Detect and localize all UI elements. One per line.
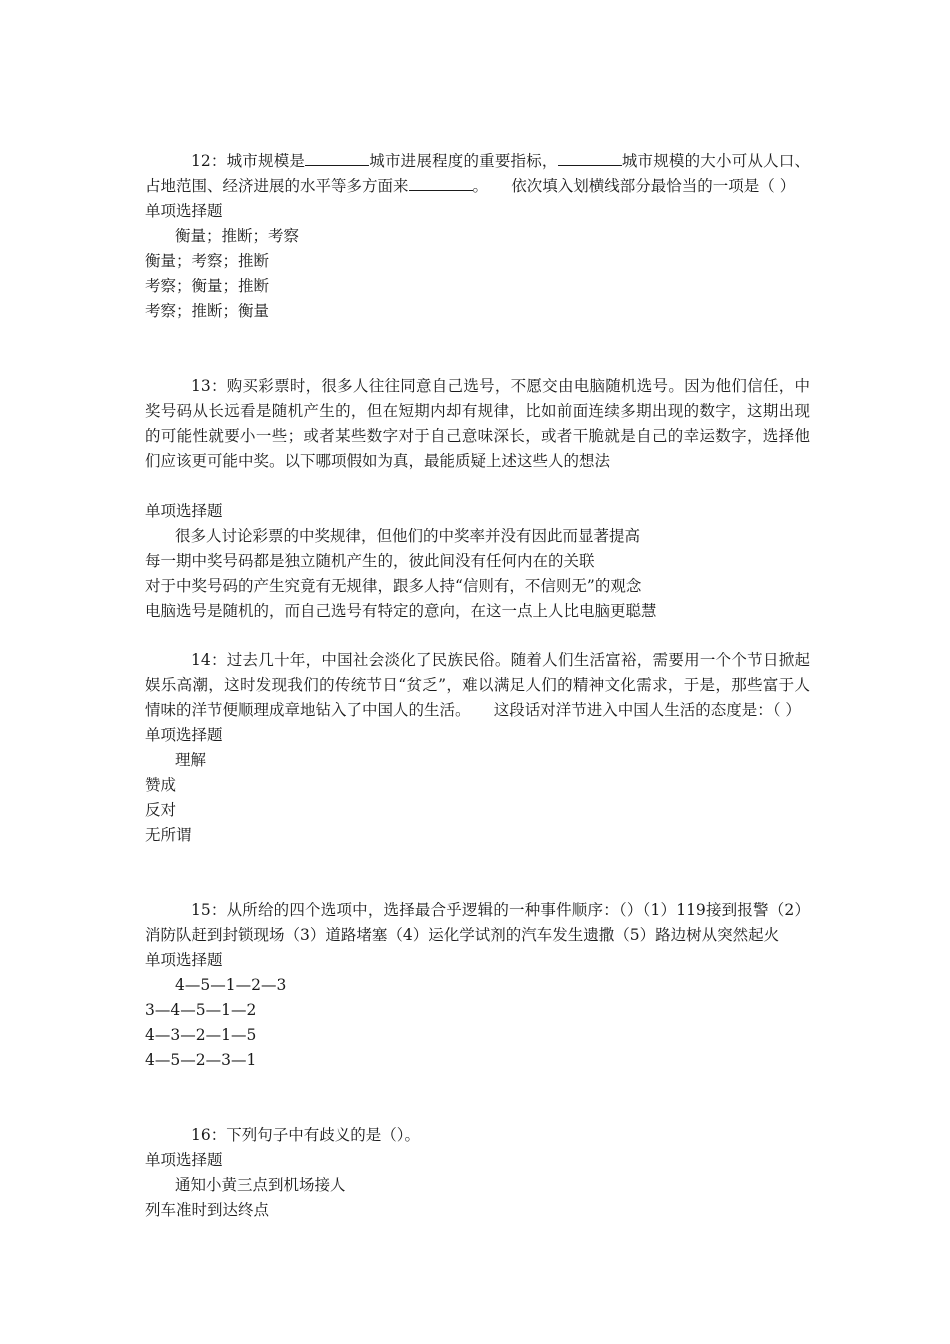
question-15 xyxy=(145,898,810,1073)
question-stem: 13：购买彩票时，很多人往往同意自己选号，不愿交由电脑随机选号。因为他们信任，中奖号码从长远看是随机产生的，但在短期内却有规律，比如前面连续多期出现的数字，这期出现的可能性就要小一些；或者某些数字对于自己意味深长，或者干脆就是自己的幸运数字，选择他们应该更可能中奖。以下哪项假如为真，最能质疑上述这些人的想法 xyxy=(145,377,810,470)
option-b[interactable]: 衡量；考察；推断 xyxy=(145,252,270,270)
question-type: 单项选择题 xyxy=(145,502,223,520)
fill-blank xyxy=(409,176,473,191)
stem-text: 。 依次填入划横线部分最恰当的一项是（ ） xyxy=(472,177,796,195)
option-a[interactable]: 很多人讨论彩票的中奖规律，但他们的中奖率并没有因此而显著提高 xyxy=(175,527,641,545)
question-type: 单项选择题 xyxy=(145,951,223,969)
question-12 xyxy=(145,149,810,324)
fill-blank xyxy=(305,151,369,166)
spacer xyxy=(145,474,810,499)
option-b[interactable]: 3—4—5—1—2 xyxy=(145,1001,257,1019)
option-c[interactable]: 4—3—2—1—5 xyxy=(145,1026,257,1044)
option-d[interactable]: 无所谓 xyxy=(145,826,192,844)
question-stem: 15：从所给的四个选项中，选择最合乎逻辑的一种事件顺序：（）（1）119接到报警（2）消防队赶到封锁现场（3）道路堵塞（4）运化学试剂的汽车发生遗撒（5）路边树从突然起火 xyxy=(145,901,810,944)
option-d[interactable]: 4—5—2—3—1 xyxy=(145,1051,257,1069)
option-c[interactable]: 对于中奖号码的产生究竟有无规律，跟多人持“信则有，不信则无”的观念 xyxy=(145,577,642,595)
fill-blank xyxy=(558,151,622,166)
option-b[interactable]: 赞成 xyxy=(145,776,177,794)
option-d[interactable]: 电脑选号是随机的，而自己选号有特定的意向，在这一点上人比电脑更聪慧 xyxy=(145,602,657,620)
question-type: 单项选择题 xyxy=(145,202,223,220)
question-13 xyxy=(145,374,810,624)
option-a[interactable]: 4—5—1—2—3 xyxy=(175,976,287,994)
question-type: 单项选择题 xyxy=(145,1151,223,1169)
option-a[interactable]: 理解 xyxy=(175,751,207,769)
option-b[interactable]: 列车准时到达终点 xyxy=(145,1201,270,1219)
question-stem xyxy=(145,149,810,199)
question-14 xyxy=(145,648,810,848)
stem-text: 12：城市规模是 xyxy=(191,152,306,170)
option-b[interactable]: 每一期中奖号码都是独立随机产生的，彼此间没有任何内在的关联 xyxy=(145,552,595,570)
option-a[interactable]: 衡量；推断；考察 xyxy=(175,227,300,245)
option-a[interactable]: 通知小黄三点到机场接人 xyxy=(175,1176,346,1194)
option-d[interactable]: 考察；推断；衡量 xyxy=(145,302,270,320)
question-16 xyxy=(145,1123,810,1223)
stem-text: 城市进展程度的重要指标， xyxy=(369,152,558,170)
question-type: 单项选择题 xyxy=(145,726,223,744)
question-stem: 16：下列句子中有歧义的是（）。 xyxy=(191,1126,420,1144)
stem-text: 城市规模的大小可从人口、占地范围、经济进展的水平等多方面来 xyxy=(145,152,810,195)
option-c[interactable]: 反对 xyxy=(145,801,177,819)
question-stem: 14：过去几十年，中国社会淡化了民族民俗。随着人们生活富裕，需要用一个个节日掀起娱乐高潮，这时发现我们的传统节日“贫乏”，难以满足人们的精神文化需求，于是，那些富于人情味的洋节便顺理成章地钻入了中国人的生活。 这段话对洋节进入中国人生活的态度是：（ ） xyxy=(145,651,810,719)
option-c[interactable]: 考察；衡量；推断 xyxy=(145,277,270,295)
